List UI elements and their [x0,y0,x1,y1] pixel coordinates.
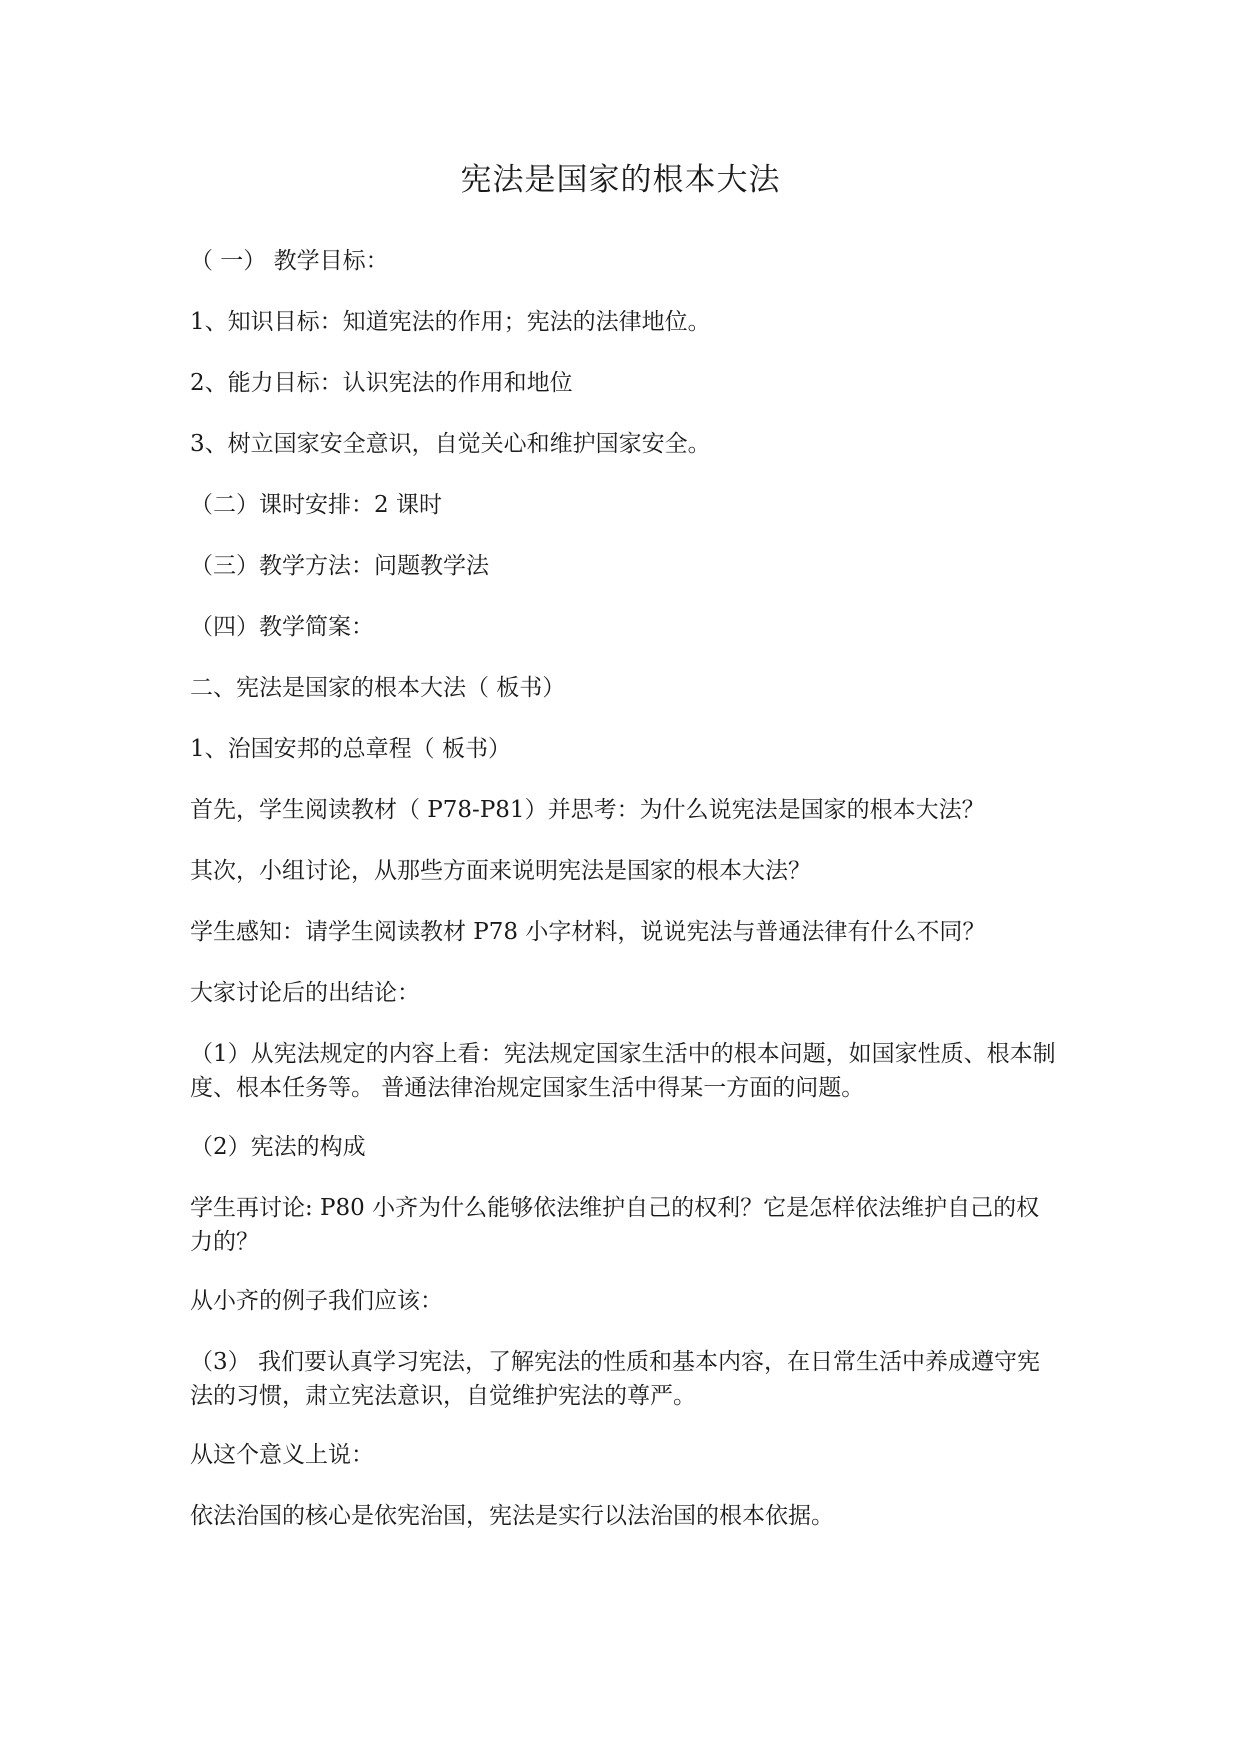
chapter-heading: 二、宪法是国家的根本大法（ 板书） [190,675,566,701]
objective-ability: 2、能力目标：认识宪法的作用和地位 [190,370,573,396]
section-schedule: （二）课时安排：2 课时 [190,492,442,518]
section-plan-heading: （四）教学简案： [190,614,374,640]
final-statement: 依法治国的核心是依宪治国，宪法是实行以法治国的根本依据。 [190,1503,834,1529]
meaning-lead-in: 从这个意义上说： [190,1442,374,1468]
objective-awareness: 3、树立国家安全意识，自觉关心和维护国家安全。 [190,431,711,457]
step-read-textbook: 首先，学生阅读教材（ P78-P81）并思考：为什么说宪法是国家的根本大法？ [190,797,985,823]
conclusion-point-2: （2）宪法的构成 [190,1134,366,1160]
step-group-discussion: 其次，小组讨论，从那些方面来说明宪法是国家的根本大法？ [190,858,811,884]
objective-knowledge: 1、知识目标：知道宪法的作用；宪法的法律地位。 [190,309,711,335]
discussion-conclusion-heading: 大家讨论后的出结论： [190,980,420,1006]
conclusion-point-3: （3） 我们要认真学习宪法，了解宪法的性质和基本内容，在日常生活中养成遵守宪法的习惯，肃立宪法意识，自觉维护宪法的尊严。 [190,1349,1040,1409]
section-objectives-heading: （ 一） 教学目标： [190,248,389,274]
step-student-perception: 学生感知：请学生阅读教材 P78 小字材料，说说宪法与普通法律有什么不同？ [190,919,986,945]
conclusion-point-1: （1）从宪法规定的内容上看：宪法规定国家生活中的根本问题，如国家性质、根本制度、根本任务等。 普通法律治规定国家生活中得某一方面的问题。 [190,1041,1056,1101]
document-title: 宪法是国家的根本大法 [460,162,781,198]
subsection-heading: 1、治国安邦的总章程（ 板书） [190,736,511,762]
section-method: （三）教学方法：问题教学法 [190,553,489,579]
example-lead-in: 从小齐的例子我们应该： [190,1288,443,1314]
student-rediscussion: 学生再讨论: P80 小齐为什么能够依法维护自己的权利？它是怎样依法维护自己的权力的？ [190,1195,1040,1255]
